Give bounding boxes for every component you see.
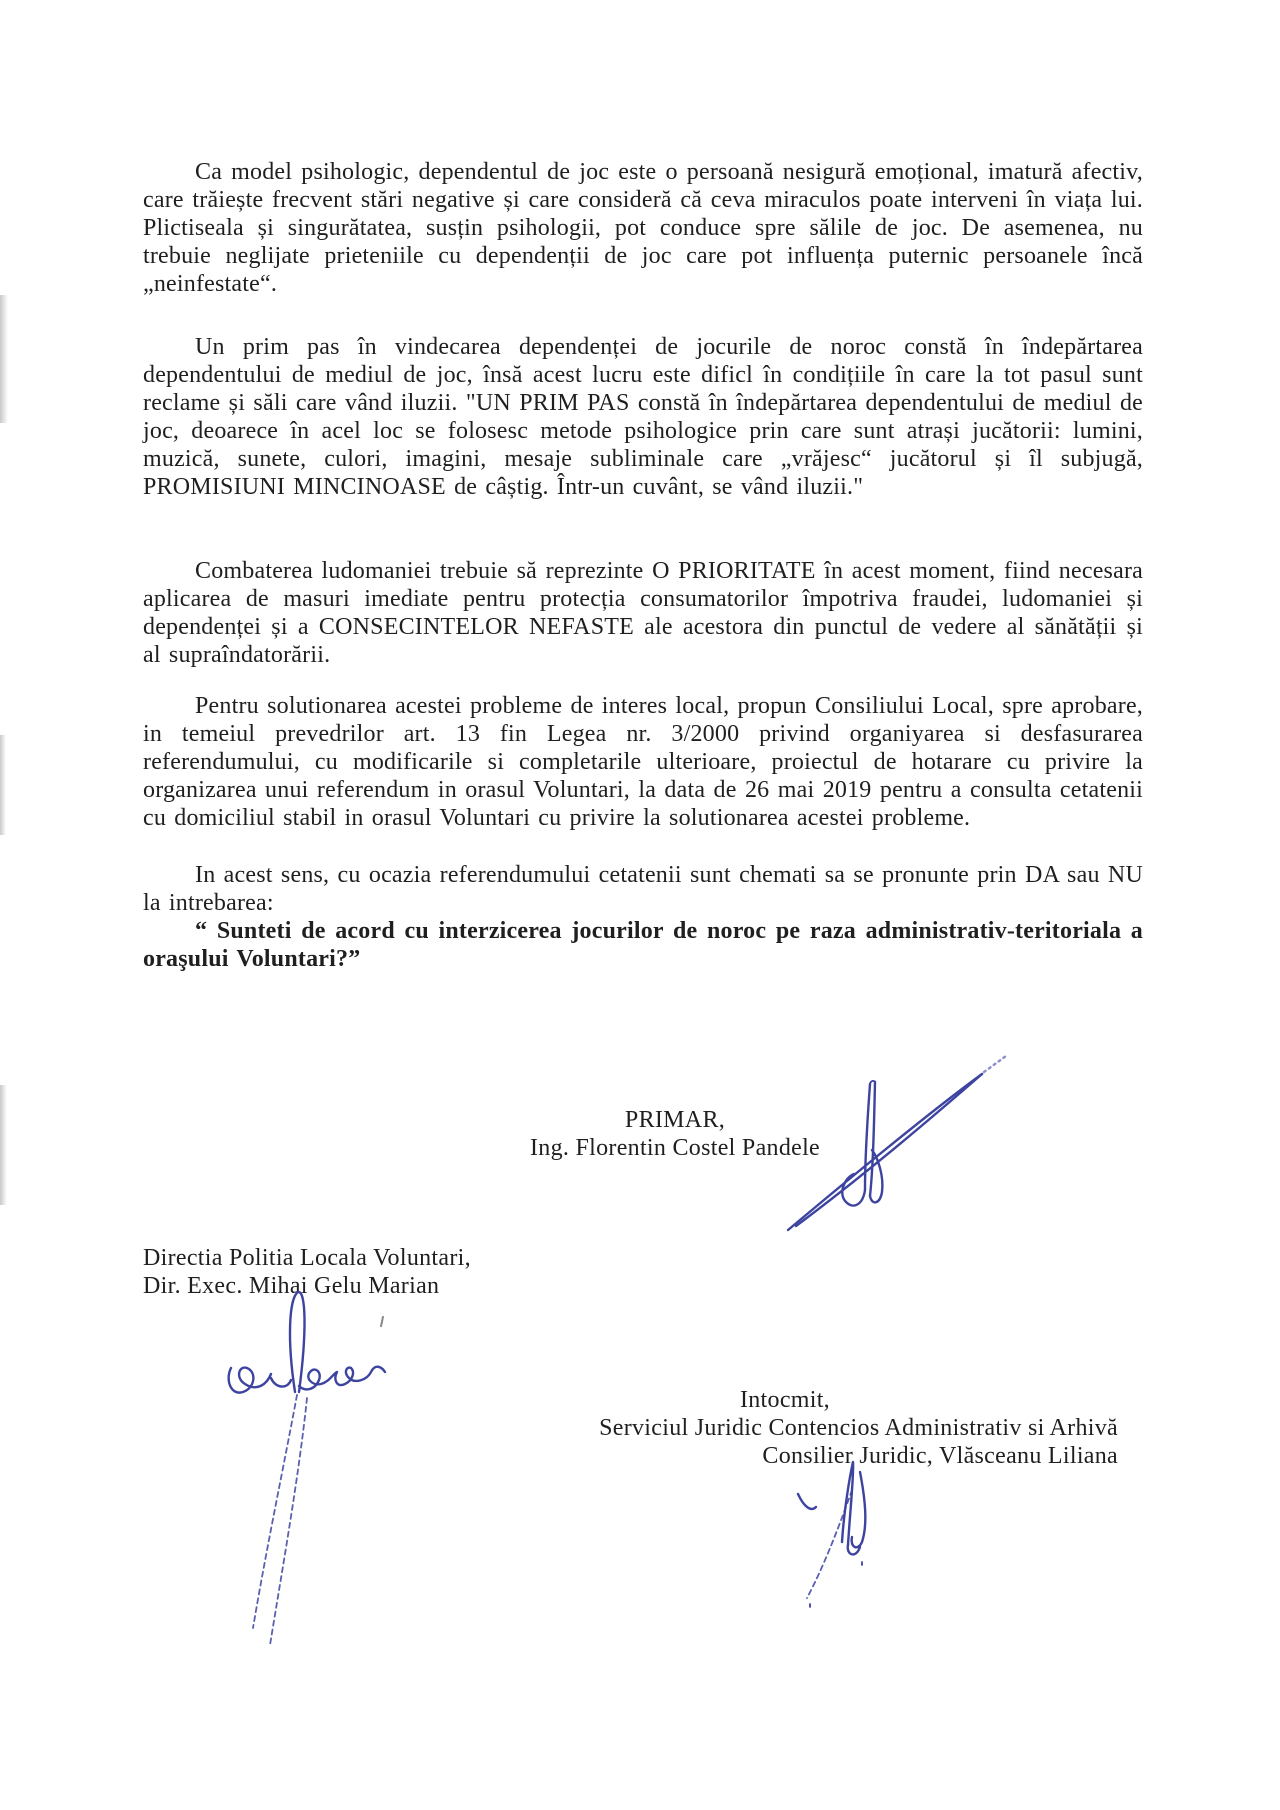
director-signature (215, 1280, 405, 1650)
scan-artifact (0, 1085, 7, 1205)
primar-title: PRIMAR, (624, 1107, 726, 1133)
body-paragraph-2: Un prim pas în vindecarea dependenței de jocurile de noroc constă în îndepărtarea dependentului de mediul de joc, însă acest lucru este dificl în condițiile în care la tot pasul sunt reclame și săli care vând iluzii. "UN PRIM PAS constă în îndepărtarea dependentului de mediul de joc, deoarece în acel loc se folosesc metode psihologice prin care sunt atrași jucătorii: lumini, muzică, sunete, culori, imagini, mesaje subliminale care „vrăjesc“ jucătorul și îl subjugă, PROMISIUNI MINCINOASE de câștig. Într-un cuvânt, se vând iluzii." (143, 334, 1143, 500)
intocmit-signoff-block (440, 1386, 1118, 1470)
intocmit-title: Intocmit, (739, 1387, 830, 1413)
referendum-question: “ Sunteti de acord cu interzicerea jocurilor de noroc pe raza administrativ-teritoriala a oraşului Voluntari?” (143, 918, 1143, 972)
scan-artifact (0, 735, 6, 835)
body-paragraph-1: Ca model psihologic, dependentul de joc este o persoană nesigură emoțional, imatură afectiv, care trăiește frecvent stări negative și care consideră că ceva miraculos poate interveni în viața lui. Plictiseala și singurătatea, susțin psihologii, pot conduce spre sălile de joc. De asemenea, nu trebuie neglijate prieteniile cu dependenții de joc care pot influența puternic persoanele încă „neinfestate“. (143, 159, 1143, 297)
directia-title: Directia Politia Locala Voluntari, (143, 1245, 471, 1271)
document-body (143, 158, 1143, 973)
primar-signature (770, 1050, 1010, 1240)
body-paragraph-4: Pentru solutionarea acestei probleme de interes local, propun Consiliului Local, spre aprobare, in temeiul prevedrilor art. 13 fin Legea nr. 3/2000 privind organiyarea si desfasurarea referendumului, cu modificarile si completarile ulterioare, proiectul de hotarare cu privire la organizarea unui referendum in orasul Voluntari, la data de 26 mai 2019 pentru a consulta cetatenii cu domiciliul stabil in orasul Voluntari cu privire la solutionarea acestei probleme. (143, 693, 1143, 831)
counsel-signature (780, 1450, 890, 1615)
body-paragraph-3: Combaterea ludomaniei trebuie să reprezinte O PRIORITATE în acest moment, fiind necesara aplicarea de masuri imediate pentru protecția consumatorilor împotriva fraudei, ludomaniei și dependenței și a CONSECINTELOR NEFASTE ale acestora din punctul de vedere al sănătății și al supraîndatorării. (143, 558, 1143, 668)
body-paragraph-5: In acest sens, cu ocazia referendumului cetatenii sunt chemati sa se pronunte prin DA sau NU la intrebarea: (143, 862, 1143, 916)
intocmit-service-line: Serviciul Juridic Contencios Administrativ si Arhivă (599, 1415, 1118, 1441)
scan-artifact (0, 295, 8, 423)
intocmit-counsel-name: Consilier Juridic, Vlăsceanu Liliana (762, 1443, 1118, 1469)
directia-director-name: Dir. Exec. Mihai Gelu Marian (143, 1273, 440, 1299)
primar-name: Ing. Florentin Costel Pandele (530, 1135, 820, 1161)
